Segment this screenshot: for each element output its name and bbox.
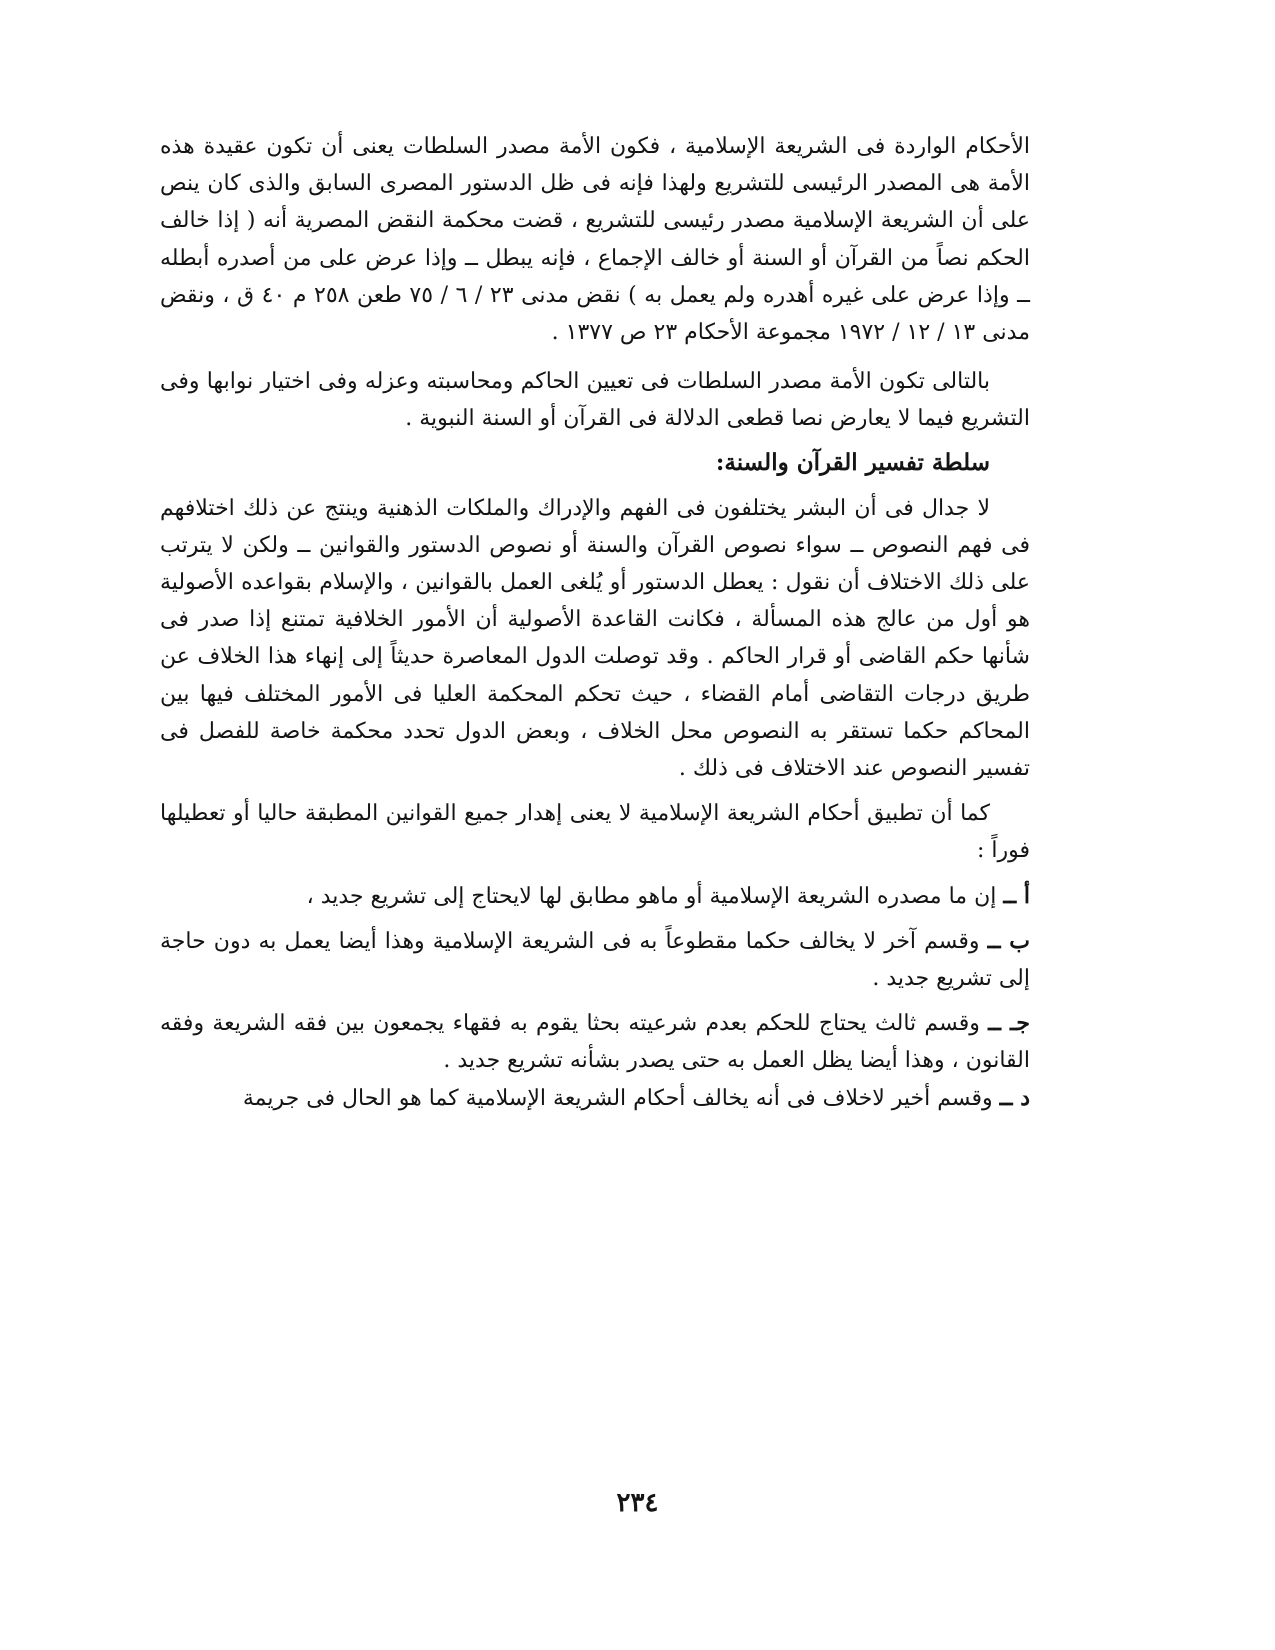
list-item-text: وقسم ثالث يحتاج للحكم بعدم شرعيته بحثا يقوم به فقهاء يجمعون بين فقه الشريعة وفقه القانون ، وهذا أيضا يظل العمل به حتى يصدر بشأنه تشريع جديد . [160, 1011, 1030, 1074]
list-item-label: جـ ــ [988, 1010, 1030, 1037]
paragraph-continuation: الأحكام الواردة فى الشريعة الإسلامية ، فكون الأمة مصدر السلطات يعنى أن تكون عقيدة هذه الأمة هى المصدر الرئيسى للتشريع ولهذا فإنه فى ظل الدستور المصرى السابق والذى كان ينص على أن الشريعة الإسلامية مصدر رئيسى للتشريع ، قضت محكمة النقض المصرية أنه ( إذا خالف الحكم نصاً من القرآن أو السنة أو خالف الإجماع ، فإنه يبطل ــ وإذا عرض على من أصدره أبطله ــ وإذا عرض على غيره أهدره ولم يعمل به ) نقض مدنى ٢٣ / ٦ / ٧٥ طعن ٢٥٨ م ٤٠ ق ، ونقض مدنى ١٣ / ١٢ / ١٩٧٢ مجموعة الأحكام ٢٣ ص ١٣٧٧ . [160, 134, 1031, 346]
list-item-text: وقسم أخير لاخلاف فى أنه يخالف أحكام الشريعة الإسلامية كما هو الحال فى جريمة [242, 1085, 1000, 1111]
list-item-b [160, 923, 1030, 997]
paragraph-nation-authority: بالتالى تكون الأمة مصدر السلطات فى تعيين الحاكم ومحاسبته وعزله وفى اختيار نوابها وفى التشريع فيما لا يعارض نصا قطعى الدلالة فى القرآن أو السنة النبوية . [160, 369, 1030, 432]
paragraph-interpretation: لا جدال فى أن البشر يختلفون فى الفهم والإدراك والملكات الذهنية وينتج عن ذلك اختلافهم فى فهم النصوص ــ سواء نصوص القرآن والسنة أو نصوص الدستور والقوانين ــ ولكن لا يترتب على ذلك الاختلاف أن نقول : يعطل الدستور أو يُلغى العمل بالقوانين ، والإسلام بقواعده الأصولية هو أول من عالج هذه المسألة ، فكانت القاعدة الأصولية أن الأمور الخلافية تمتنع إذا صدر فى شأنها حكم القاضى أو قرار الحاكم . وقد توصلت الدول المعاصرة حديثاً إلى إنهاء هذا الخلاف عن طريق درجات التقاضى أمام القضاء ، حيث تحكم المحكمة العليا فى الأمور المختلف فيها بين المحاكم حكما تستقر به النصوص محل الخلاف ، وبعض الدول تحدد محكمة خاصة للفصل فى تفسير النصوص عند الاختلاف فى ذلك . [160, 495, 1030, 782]
page-body [160, 128, 1030, 1117]
list-item-d [160, 1080, 1030, 1117]
list-item-label: د ــ [999, 1084, 1030, 1111]
section-heading: سلطة تفسير القرآن والسنة: [715, 448, 990, 476]
list-item-text: إن ما مصدره الشريعة الإسلامية أو ماهو مطابق لها لايحتاج إلى تشريع جديد ، [306, 883, 1004, 909]
list-item-c [160, 1005, 1030, 1079]
list-item-label: أ ــ [1003, 882, 1030, 909]
page-number: ٢٣٤ [616, 1488, 659, 1518]
list-item-label: ب ــ [987, 927, 1030, 954]
list-item-text: وقسم آخر لا يخالف حكما مقطوعاً به فى الشريعة الإسلامية وهذا أيضا يعمل به دون حاجة إلى تشريع جديد . [160, 928, 1030, 992]
list-item-a [160, 878, 1030, 915]
paragraph-application: كما أن تطبيق أحكام الشريعة الإسلامية لا يعنى إهدار جميع القوانين المطبقة حاليا أو تعطيلها فوراً : [160, 801, 1030, 864]
